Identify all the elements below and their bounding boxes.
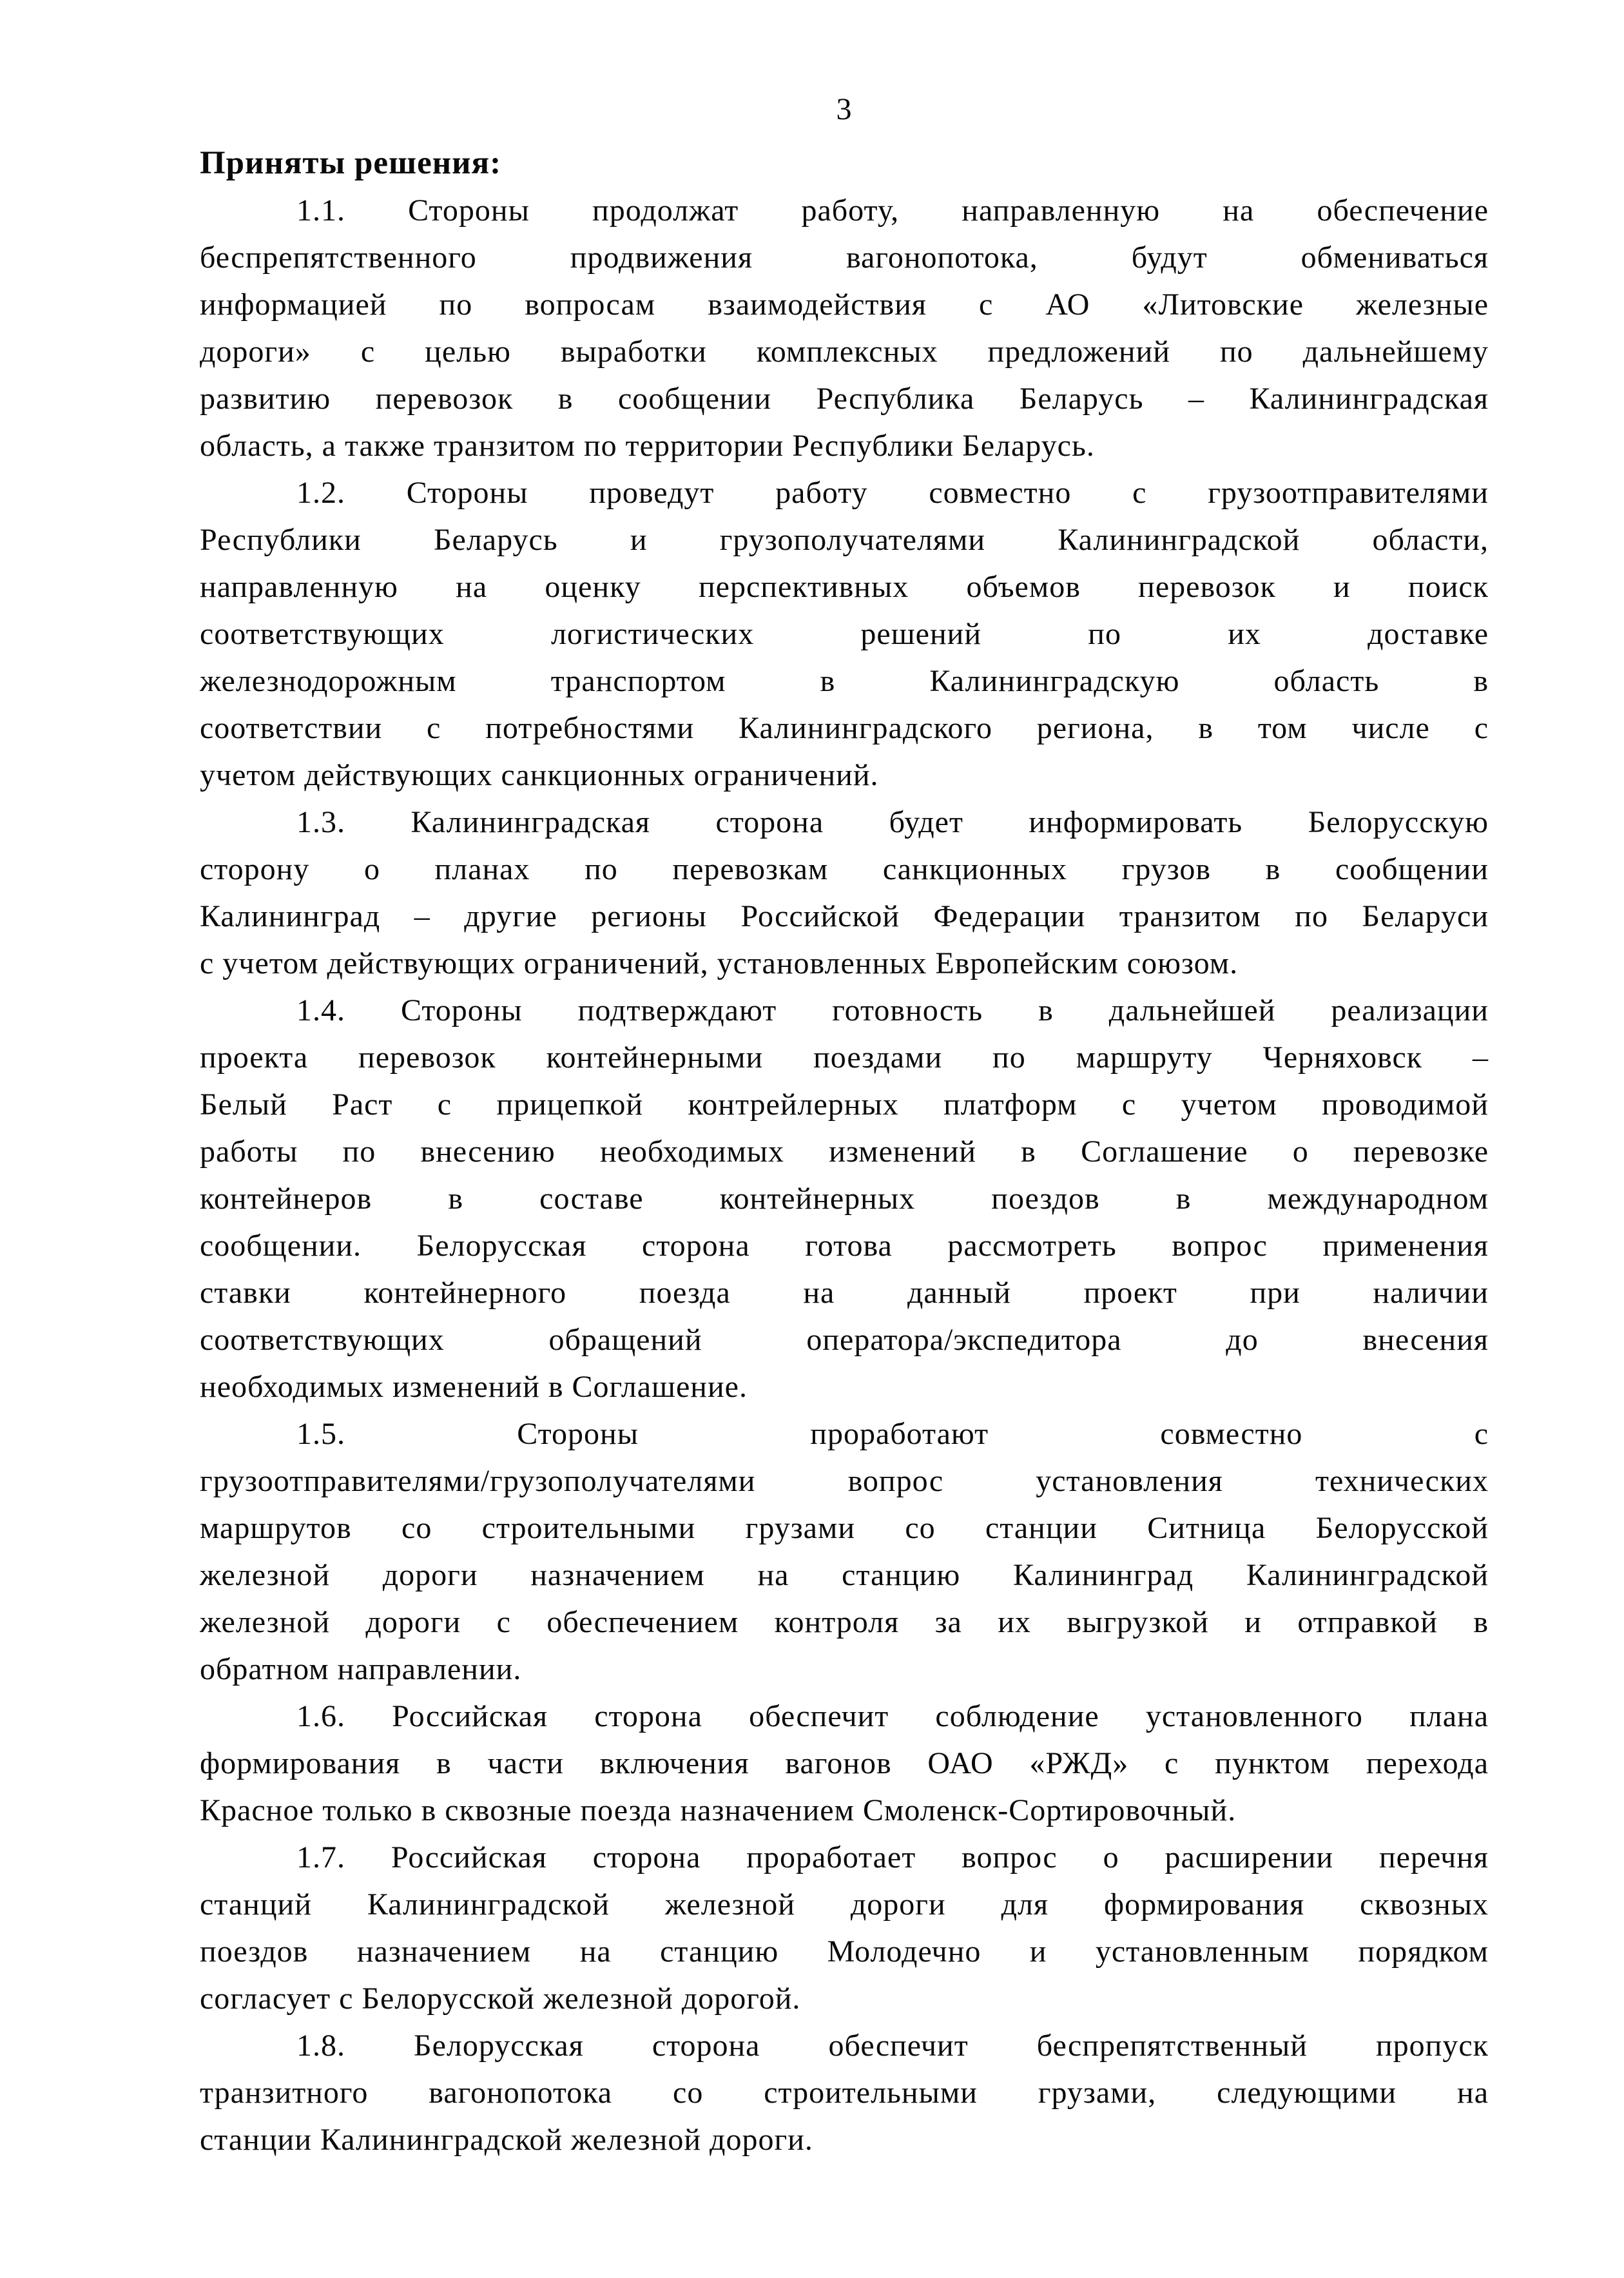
text-line: с учетом действующих ограничений, установленных Европейским союзом. <box>200 946 1239 980</box>
paragraph-1.1 <box>200 187 1489 469</box>
text-line: проекта перевозок контейнерными поездами по маршруту Черняховск – <box>200 1040 1489 1075</box>
text-line: сторону о планах по перевозкам санкционных грузов в сообщении <box>200 852 1489 886</box>
text-line: станций Калининградской железной дороги для формирования сквозных <box>200 1887 1489 1922</box>
paragraph-1.4 <box>200 987 1489 1410</box>
text-line: станции Калининградской железной дороги. <box>200 2123 813 2157</box>
text-line: 1.5. Стороны проработают совместно с <box>296 1417 1489 1451</box>
text-line: поездов назначением на станцию Молодечно и установленным порядком <box>200 1934 1489 1969</box>
text-line: 1.7. Российская сторона проработает вопрос о расширении перечня <box>296 1840 1489 1874</box>
text-line: ставки контейнерного поезда на данный проект при наличии <box>200 1276 1489 1310</box>
text-line: 1.4. Стороны подтверждают готовность в дальнейшей реализации <box>296 993 1489 1027</box>
text-line: железной дороги с обеспечением контроля за их выгрузкой и отправкой в <box>200 1605 1489 1639</box>
text-line: беспрепятственного продвижения вагонопотока, будут обмениваться <box>200 240 1489 275</box>
text-line: маршрутов со строительными грузами со станции Ситница Белорусской <box>200 1511 1489 1545</box>
text-line: работы по внесению необходимых изменений в Соглашение о перевозке <box>200 1134 1489 1169</box>
paragraph-1.6 <box>200 1693 1489 1834</box>
text-line: Красное только в сквозные поезда назначением Смоленск-Сортировочный. <box>200 1793 1237 1827</box>
text-line: контейнеров в составе контейнерных поездов в международном <box>200 1182 1489 1216</box>
text-line: обратном направлении. <box>200 1652 522 1686</box>
text-line: транзитного вагонопотока со строительными грузами, следующими на <box>200 2076 1489 2110</box>
text-line: Калининград – другие регионы Российской Федерации транзитом по Беларуси <box>200 899 1489 933</box>
paragraph-1.2 <box>200 469 1489 799</box>
paragraph-1.7 <box>200 1834 1489 2022</box>
section-heading: Приняты решения: <box>200 145 502 181</box>
text-line: сообщении. Белорусская сторона готова рассмотреть вопрос применения <box>200 1229 1489 1263</box>
text-line: 1.6. Российская сторона обеспечит соблюдение установленного плана <box>296 1699 1489 1733</box>
text-line: железнодорожным транспортом в Калининградскую область в <box>200 664 1489 698</box>
text-line: Республики Беларусь и грузополучателями Калининградской области, <box>200 523 1489 557</box>
text-line: формирования в части включения вагонов ОАО «РЖД» с пунктом перехода <box>200 1746 1489 1780</box>
text-line: железной дороги назначением на станцию Калининград Калининградской <box>200 1558 1489 1592</box>
text-line: соответствующих логистических решений по их доставке <box>200 617 1489 651</box>
text-line: соответствующих обращений оператора/экспедитора до внесения <box>200 1323 1489 1357</box>
text-line: область, а также транзитом по территории Республики Беларусь. <box>200 429 1095 463</box>
paragraph-1.5 <box>200 1410 1489 1693</box>
text-line: учетом действующих санкционных ограничений. <box>200 758 879 792</box>
text-line: 1.8. Белорусская сторона обеспечит беспрепятственный пропуск <box>296 2029 1489 2063</box>
text-line: информацией по вопросам взаимодействия с АО «Литовские железные <box>200 287 1489 322</box>
text-line: 1.3. Калининградская сторона будет информировать Белорусскую <box>296 805 1489 839</box>
text-line: 1.2. Стороны проведут работу совместно с грузоотправителями <box>296 476 1489 510</box>
text-line: дороги» с целью выработки комплексных предложений по дальнейшему <box>200 335 1489 369</box>
document-content <box>200 94 1489 2163</box>
text-line: необходимых изменений в Соглашение. <box>200 1370 748 1404</box>
text-line: согласует с Белорусской железной дорогой. <box>200 1981 801 2016</box>
text-line: грузоотправителями/грузополучателями вопрос установления технических <box>200 1464 1489 1498</box>
text-line: направленную на оценку перспективных объемов перевозок и поиск <box>200 570 1489 604</box>
text-line: соответствии с потребностями Калининградского региона, в том числе с <box>200 711 1489 745</box>
page-number: 3 <box>836 92 853 126</box>
text-line: 1.1. Стороны продолжат работу, направленную на обеспечение <box>296 193 1489 228</box>
text-line: развитию перевозок в сообщении Республика Беларусь – Калининградская <box>200 382 1489 416</box>
paragraph-1.8 <box>200 2022 1489 2163</box>
paragraph-1.3 <box>200 799 1489 987</box>
text-line: Белый Раст с прицепкой контрейлерных платформ с учетом проводимой <box>200 1087 1489 1122</box>
resolutions-list <box>200 187 1489 2163</box>
